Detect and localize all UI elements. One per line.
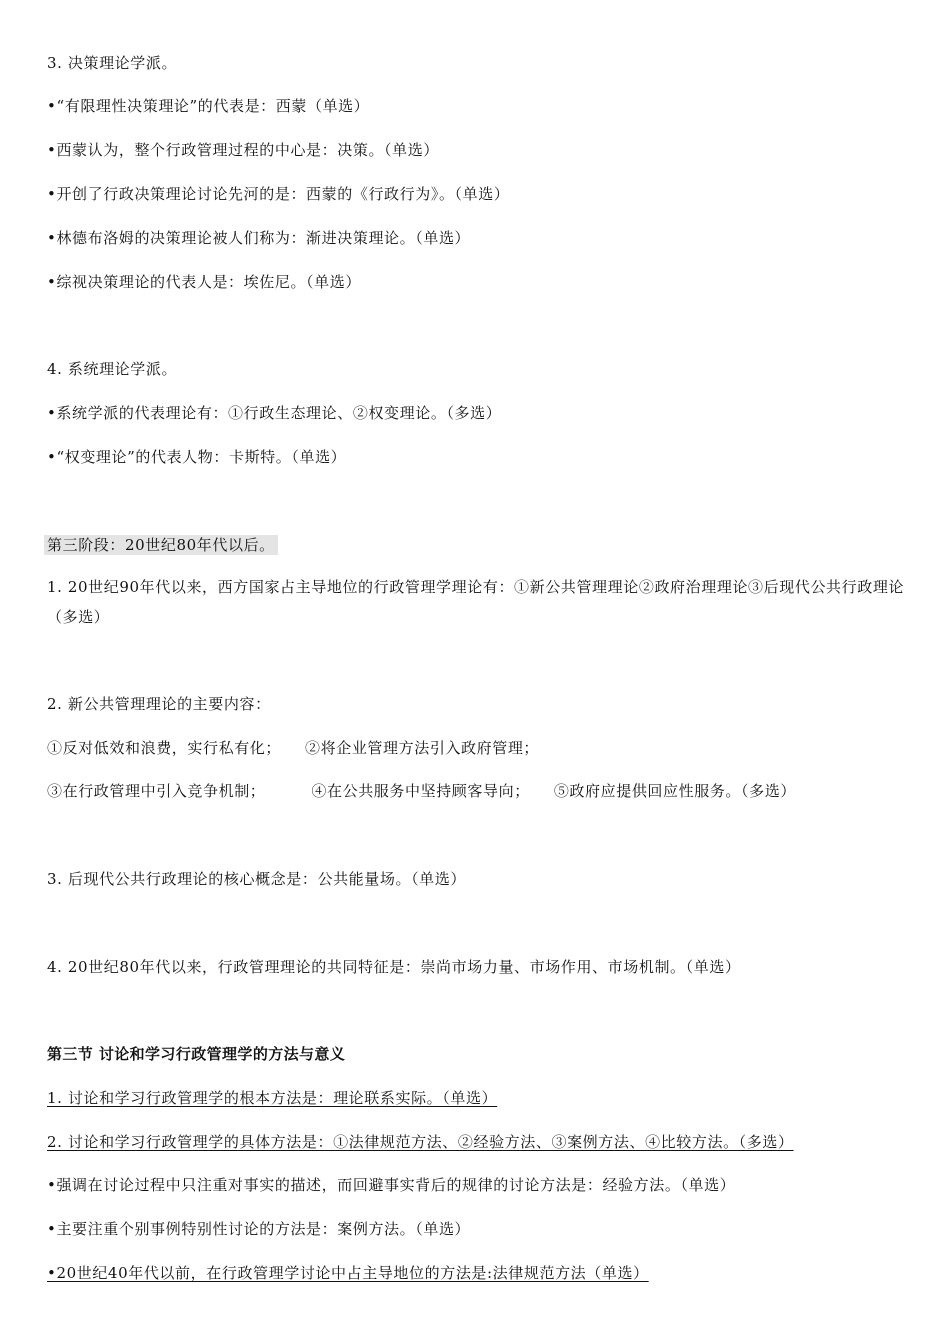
content-point-5: ⑤政府应提供回应性服务。（多选） bbox=[553, 782, 796, 800]
list-item: •20世纪40年代以前，在行政管理学讨论中占主导地位的方法是:法律规范方法（单选） bbox=[47, 1264, 649, 1282]
list-item: •主要注重个别事例特别性讨论的方法是：案例方法。（单选） bbox=[47, 1220, 471, 1238]
content-point-4: ④在公共服务中坚持顾客导向； bbox=[311, 782, 530, 800]
list-item: •西蒙认为，整个行政管理过程的中心是：决策。（单选） bbox=[47, 141, 439, 159]
stage3-question-2-heading: 2. 新公共管理理论的主要内容： bbox=[47, 695, 271, 713]
stage3-question-3: 3. 后现代公共行政理论的核心概念是：公共能量场。（单选） bbox=[47, 870, 466, 888]
section-three-question-1: 1. 讨论和学习行政管理学的根本方法是：理论联系实际。（单选） bbox=[47, 1089, 498, 1107]
systems-school-heading: 4. 系统理论学派。 bbox=[47, 360, 178, 378]
content-point-1: ①反对低效和浪费，实行私有化； bbox=[47, 739, 282, 757]
list-item: •系统学派的代表理论有：①行政生态理论、②权变理论。（多选） bbox=[47, 404, 502, 422]
list-item: •“有限理性决策理论”的代表是：西蒙（单选） bbox=[47, 97, 370, 115]
list-item: •强调在讨论过程中只注重对事实的描述，而回避事实背后的规律的讨论方法是：经验方法。（单选） bbox=[47, 1176, 736, 1194]
stage3-question-4: 4. 20世纪80年代以来，行政管理理论的共同特征是：崇尚市场力量、市场作用、市场机制。（单选） bbox=[47, 958, 741, 976]
stage-three-title bbox=[47, 535, 278, 555]
section-three-title: 第三节 讨论和学习行政管理学的方法与意义 bbox=[47, 1045, 346, 1063]
stage-three-title-text: 第三阶段：20世纪80年代以后。 bbox=[44, 535, 278, 555]
list-item: •综视决策理论的代表人是：埃佐尼。（单选） bbox=[47, 273, 361, 291]
list-item: •开创了行政决策理论讨论先河的是：西蒙的《行政行为》。（单选） bbox=[47, 185, 510, 203]
stage3-question-2-row-1 bbox=[47, 738, 539, 758]
section-three-question-2: 2. 讨论和学习行政管理学的具体方法是：①法律规范方法、②经验方法、③案例方法、④比较方法。（多选） bbox=[47, 1133, 794, 1151]
content-point-2: ②将企业管理方法引入政府管理； bbox=[305, 739, 540, 757]
stage3-question-2-row-2 bbox=[47, 781, 796, 801]
decision-school-heading: 3. 决策理论学派。 bbox=[47, 54, 178, 72]
stage3-question-1: 1. 20世纪90年代以来，西方国家占主导地位的行政管理学理论有：①新公共管理理论②政府治理理论③后现代公共行政理论（多选） bbox=[47, 578, 905, 626]
content-point-3: ③在行政管理中引入竞争机制； bbox=[47, 782, 266, 800]
list-item: •“权变理论”的代表人物：卡斯特。（单选） bbox=[47, 448, 347, 466]
list-item: •林德布洛姆的决策理论被人们称为：渐进决策理论。（单选） bbox=[47, 229, 471, 247]
